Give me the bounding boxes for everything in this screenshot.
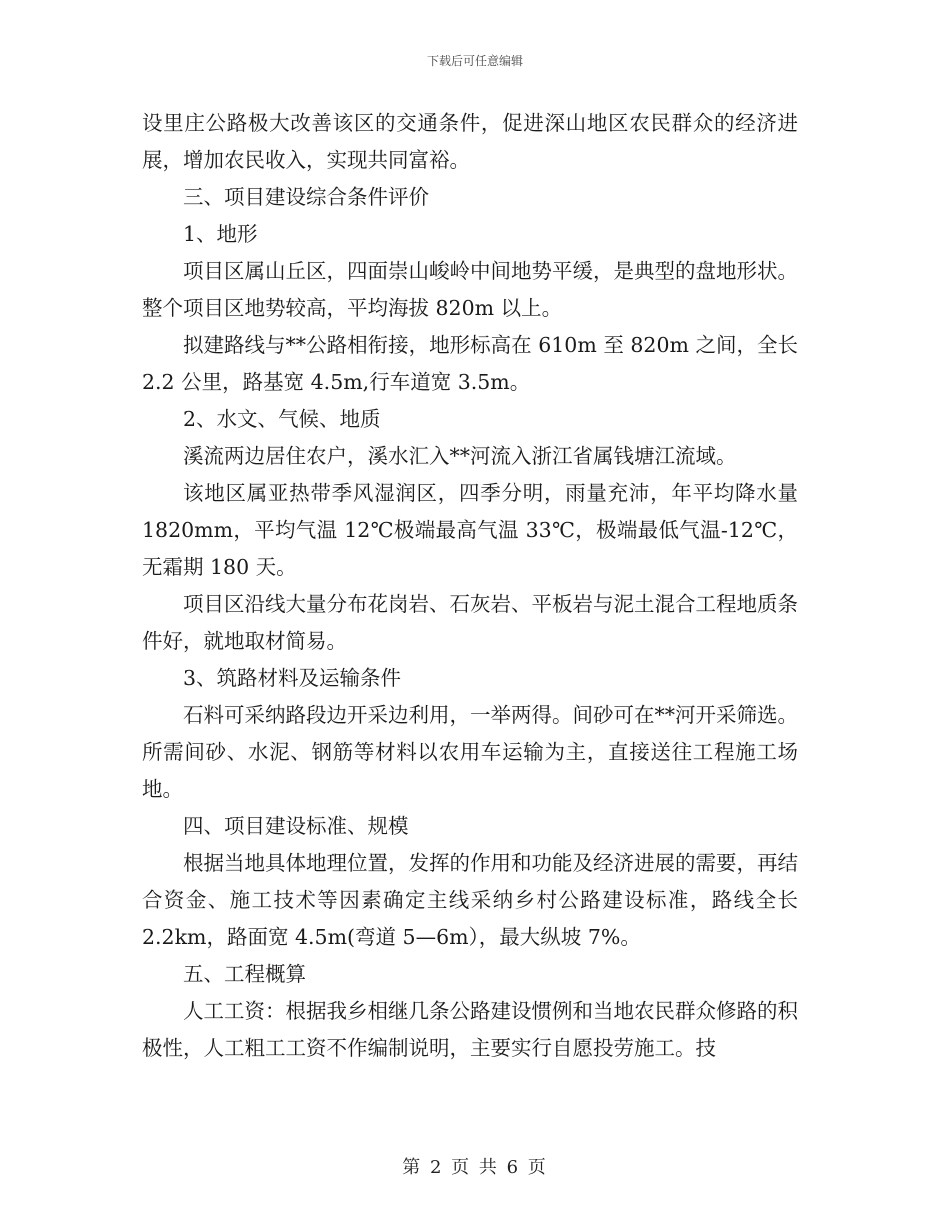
paragraph-terrain-2: 拟建路线与**公路相衔接，地形标高在 610m 至 820m 之间，全长 2.2 公里，路基宽 4.5m,行车道宽 3.5m。 — [142, 333, 798, 394]
paragraph-labor-cost: 人工工资：根据我乡相继几条公路建设惯例和当地农民群众修路的积极性，人工粗工工资不作编制说明，主要实行自愿投劳施工。技 — [142, 999, 798, 1060]
paragraph-terrain-1: 项目区属山丘区，四面崇山峻岭中间地势平缓，是典型的盘地形状。整个项目区地势较高，平均海拔 820m 以上。 — [142, 259, 798, 320]
section-heading-4: 四、项目建设标准、规模 — [183, 814, 409, 838]
paragraph-hydrology-1: 溪流两边居住农户，溪水汇入**河流入浙江省属钱塘江流域。 — [183, 444, 737, 468]
paragraph-materials: 石料可采纳路段边开采边利用，一举两得。间砂可在**河开采筛选。所需间砂、水泥、钢筋等材料以农用车运输为主，直接送往工程施工场地。 — [142, 703, 798, 801]
paragraph-climate: 该地区属亚热带季风湿润区，四季分明，雨量充沛，年平均降水量 1820mm，平均气温 12℃极端最高气温 33℃，极端最低气温-12℃，无霜期 180 天。 — [142, 481, 798, 579]
paragraph-geology: 项目区沿线大量分布花岗岩、石灰岩、平板岩与泥土混合工程地质条件好，就地取材简易。 — [142, 592, 798, 653]
paragraph-standards: 根据当地具体地理位置，发挥的作用和功能及经济进展的需要，再结合资金、施工技术等因素确定主线采纳乡村公路建设标准，路线全长 2.2km，路面宽 4.5m(弯道 5—6m），最大纵坡 7%。 — [142, 851, 798, 949]
subheading-terrain: 1、地形 — [183, 222, 258, 246]
document-body — [142, 105, 798, 1067]
subheading-materials: 3、筑路材料及运输条件 — [183, 666, 402, 690]
page-number: 第 2 页 共 6 页 — [402, 1157, 548, 1178]
section-heading-5: 五、工程概算 — [183, 962, 306, 986]
subheading-hydrology: 2、水文、气候、地质 — [183, 407, 381, 431]
paragraph-intro-continuation: 设里庄公路极大改善该区的交通条件，促进深山地区农民群众的经济进展，增加农民收入，实现共同富裕。 — [142, 111, 798, 172]
section-heading-3: 三、项目建设综合条件评价 — [183, 185, 429, 209]
page-header: 下载后可任意编辑 — [426, 54, 523, 68]
